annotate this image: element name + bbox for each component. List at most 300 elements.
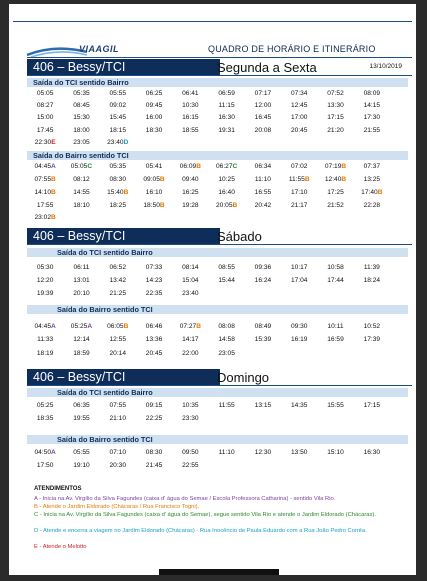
- time-value: 09:02: [109, 102, 126, 109]
- time-value: 17:00: [290, 114, 308, 121]
- time-value: 09:30: [290, 323, 308, 330]
- time-row: [27, 138, 408, 148]
- time-value: 18:59: [73, 350, 90, 357]
- departure-time: [136, 126, 172, 136]
- time-value: 18:00: [73, 127, 90, 134]
- departure-time: [27, 322, 63, 332]
- departure-time: [63, 414, 99, 424]
- time-value: 12:40: [324, 176, 342, 183]
- time-value: 23:02: [34, 214, 52, 221]
- time-value: 12:14: [73, 336, 90, 343]
- time-value: 11:15: [218, 102, 235, 109]
- departure-time: [208, 448, 244, 458]
- time-value: 15:40: [107, 189, 124, 196]
- departure-time: [27, 89, 63, 99]
- departure-time: [317, 448, 353, 458]
- time-value: 18:30: [145, 127, 163, 134]
- departure-time: [317, 175, 353, 185]
- time-value: 13:15: [254, 402, 272, 409]
- time-value: 21:17: [290, 202, 308, 209]
- note-item: D - Atende e encerra a viagem no Jardim Eldorado (Chácaras) - Rua Inocêncio de Paula Eduardo com a Rua João Pedro Corrêa.: [34, 528, 367, 534]
- time-value: 04:45: [34, 163, 52, 170]
- time-value: 09:50: [182, 449, 199, 456]
- time-value: 10:35: [182, 402, 199, 409]
- time-value: 21:10: [109, 415, 126, 422]
- note-item: B - Atende o Jardim Eldorado (Chácaras / Rua Francisco Togni).: [34, 504, 200, 510]
- direction-header: Saída do Bairro sentido TCI: [27, 151, 408, 160]
- time-value: 13:25: [363, 176, 381, 183]
- time-value: 22:00: [182, 350, 199, 357]
- departure-time: [354, 401, 390, 411]
- time-value: 06:59: [218, 90, 235, 97]
- time-row: [27, 101, 408, 111]
- time-row: [27, 461, 408, 471]
- service-code: B: [51, 176, 56, 183]
- departure-time: [354, 201, 390, 211]
- departure-time: [281, 201, 317, 211]
- time-value: 16:45: [254, 114, 272, 121]
- time-value: 16:24: [254, 277, 272, 284]
- departure-time: [317, 335, 353, 345]
- time-value: 07:19: [324, 163, 342, 170]
- time-value: 11:10: [218, 449, 235, 456]
- time-value: 09:45: [145, 102, 163, 109]
- time-value: 17:30: [363, 114, 381, 121]
- direction-header: Saída do Bairro sentido TCI: [27, 305, 408, 314]
- departure-time: [63, 276, 99, 286]
- note-item: C - Inicia na Av. Virgílio da Silva Fagundes (caixa d' água do Semae), segue sentido Vila Rio e atende o Jardim Eldorado (Chácaras).: [34, 512, 376, 518]
- time-value: 08:30: [109, 176, 126, 183]
- time-value: 06:52: [109, 264, 126, 271]
- time-row: [27, 162, 408, 172]
- departure-time: [208, 126, 244, 136]
- time-value: 22:55: [182, 462, 199, 469]
- service-code: B: [304, 176, 310, 183]
- time-value: 07:34: [290, 90, 308, 97]
- time-value: 15:39: [254, 336, 272, 343]
- departure-time: [245, 188, 281, 198]
- time-value: 16:59: [327, 336, 344, 343]
- time-value: 06:09: [179, 163, 197, 170]
- departure-time: [208, 201, 244, 211]
- time-value: 09:05: [143, 176, 160, 183]
- departure-time: [100, 414, 136, 424]
- departure-time: [245, 448, 281, 458]
- time-row: [27, 335, 408, 345]
- brand-name: VIAAGIL: [79, 44, 120, 54]
- time-value: 18:35: [36, 415, 54, 422]
- direction-header: Saída do Bairro sentido TCI: [27, 435, 408, 444]
- schedule-page: [9, 4, 416, 575]
- time-value: 06:34: [254, 163, 272, 170]
- time-value: 20:05: [215, 202, 233, 209]
- time-value: 10:17: [290, 264, 308, 271]
- service-code: B: [196, 163, 201, 170]
- time-value: 16:15: [182, 114, 199, 121]
- departure-time: [208, 175, 244, 185]
- time-value: 14:15: [363, 102, 381, 109]
- departure-time: [172, 113, 208, 123]
- service-code: C: [232, 163, 238, 170]
- time-value: 13:42: [109, 277, 126, 284]
- departure-time: [317, 162, 353, 172]
- departure-time: [63, 448, 99, 458]
- departure-time: [136, 276, 172, 286]
- time-value: 11:55: [218, 402, 235, 409]
- departure-time: [136, 349, 172, 359]
- departure-time: [354, 162, 390, 172]
- time-row: [27, 276, 408, 286]
- departure-time: [100, 101, 136, 111]
- departure-time: [63, 289, 99, 299]
- time-value: 15:10: [327, 449, 344, 456]
- time-value: 16:00: [145, 114, 163, 121]
- time-value: 11:33: [37, 336, 54, 343]
- departure-time: [63, 101, 99, 111]
- time-value: 16:30: [218, 114, 235, 121]
- departure-time: [281, 448, 317, 458]
- service-code: B: [196, 323, 201, 330]
- departure-time: [27, 335, 63, 345]
- bottom-bar: [159, 569, 279, 575]
- time-value: 06:11: [73, 264, 90, 271]
- time-value: 08:14: [182, 264, 199, 271]
- departure-time: [172, 175, 208, 185]
- time-value: 14:35: [290, 402, 308, 409]
- time-value: 15:04: [182, 277, 199, 284]
- time-value: 18:25: [109, 202, 126, 209]
- departure-time: [27, 162, 63, 172]
- departure-time: [317, 401, 353, 411]
- departure-time: [281, 162, 317, 172]
- departure-time: [354, 448, 390, 458]
- time-value: 15:45: [109, 114, 126, 121]
- service-code: B: [51, 189, 56, 196]
- departure-time: [208, 263, 244, 273]
- time-value: 20:30: [109, 462, 126, 469]
- departure-time: [100, 322, 136, 332]
- time-value: 14:10: [34, 189, 52, 196]
- departure-time: [208, 401, 244, 411]
- departure-time: [172, 461, 208, 471]
- time-value: 16:30: [363, 449, 381, 456]
- departure-time: [63, 188, 99, 198]
- time-value: 08:08: [218, 323, 235, 330]
- time-value: 05:30: [36, 264, 54, 271]
- departure-time: [63, 263, 99, 273]
- time-row: [27, 263, 408, 273]
- departure-time: [245, 162, 281, 172]
- service-code: B: [377, 189, 383, 196]
- time-value: 05:35: [109, 163, 126, 170]
- departure-time: [63, 162, 99, 172]
- time-value: 05:35: [73, 90, 90, 97]
- time-value: 12:45: [290, 102, 308, 109]
- departure-time: [245, 201, 281, 211]
- departure-time: [245, 126, 281, 136]
- departure-time: [100, 335, 136, 345]
- departure-time: [136, 175, 172, 185]
- service-code: A: [51, 323, 56, 330]
- time-value: 14:55: [73, 189, 90, 196]
- departure-time: [172, 448, 208, 458]
- time-row: [27, 213, 408, 223]
- departure-time: [172, 322, 208, 332]
- departure-time: [136, 322, 172, 332]
- departure-time: [136, 335, 172, 345]
- departure-time: [100, 289, 136, 299]
- departure-time: [63, 138, 99, 148]
- time-row: [27, 126, 408, 136]
- time-value: 17:40: [361, 189, 378, 196]
- departure-time: [354, 101, 390, 111]
- direction-header: Saída do TCI sentido Bairro: [27, 78, 408, 87]
- time-value: 08:30: [145, 449, 163, 456]
- service-code: C: [87, 163, 93, 170]
- time-value: 12:00: [254, 102, 272, 109]
- time-value: 11:55: [288, 176, 305, 183]
- time-row: [27, 289, 408, 299]
- departure-time: [136, 101, 172, 111]
- departure-time: [281, 126, 317, 136]
- service-code: D: [123, 139, 129, 146]
- departure-time: [172, 349, 208, 359]
- time-value: 21:55: [363, 127, 381, 134]
- time-value: 07:17: [254, 90, 272, 97]
- time-value: 19:10: [73, 462, 90, 469]
- issue-date: 13/10/2019: [369, 63, 402, 70]
- departure-time: [172, 101, 208, 111]
- departure-time: [136, 289, 172, 299]
- departure-time: [245, 263, 281, 273]
- time-row: [27, 401, 408, 411]
- departure-time: [63, 401, 99, 411]
- time-value: 10:25: [218, 176, 235, 183]
- departure-time: [27, 138, 63, 148]
- departure-time: [172, 401, 208, 411]
- time-value: 16:55: [254, 189, 272, 196]
- time-value: 06:25: [145, 90, 163, 97]
- time-value: 17:15: [363, 402, 381, 409]
- time-value: 19:55: [73, 415, 90, 422]
- service-code: A: [51, 163, 56, 170]
- departure-time: [245, 89, 281, 99]
- time-value: 07:55: [109, 402, 126, 409]
- time-value: 20:10: [73, 290, 90, 297]
- time-value: 11:39: [363, 264, 380, 271]
- time-value: 20:14: [109, 350, 126, 357]
- departure-time: [172, 188, 208, 198]
- day-label: Segunda a Sexta: [217, 60, 317, 75]
- time-value: 04:45: [34, 323, 52, 330]
- time-value: 23:40: [182, 290, 199, 297]
- time-value: 17:55: [36, 202, 54, 209]
- departure-time: [27, 349, 63, 359]
- time-value: 20:42: [254, 202, 272, 209]
- time-value: 22:25: [145, 415, 163, 422]
- time-value: 05:55: [109, 90, 126, 97]
- departure-time: [245, 401, 281, 411]
- time-value: 07:55: [34, 176, 52, 183]
- departure-time: [172, 89, 208, 99]
- departure-time: [281, 175, 317, 185]
- time-row: [27, 113, 408, 123]
- time-value: 05:25: [36, 402, 54, 409]
- departure-time: [100, 263, 136, 273]
- time-value: 17:50: [36, 462, 54, 469]
- departure-time: [317, 322, 353, 332]
- departure-time: [27, 276, 63, 286]
- section-rule: [27, 75, 412, 76]
- departure-time: [354, 263, 390, 273]
- time-row: [27, 89, 408, 99]
- departure-time: [136, 201, 172, 211]
- time-value: 06:41: [182, 90, 199, 97]
- departure-time: [136, 162, 172, 172]
- time-row: [27, 349, 408, 359]
- departure-time: [100, 349, 136, 359]
- departure-time: [354, 322, 390, 332]
- time-value: 15:44: [218, 277, 235, 284]
- service-code: B: [123, 189, 129, 196]
- service-code: A: [87, 323, 93, 330]
- time-value: 23:05: [218, 350, 235, 357]
- departure-time: [63, 335, 99, 345]
- departure-time: [245, 175, 281, 185]
- time-value: 13:01: [73, 277, 90, 284]
- time-value: 16:10: [145, 189, 163, 196]
- departure-time: [100, 175, 136, 185]
- time-value: 05:05: [70, 163, 88, 170]
- departure-time: [208, 89, 244, 99]
- time-value: 13:36: [145, 336, 163, 343]
- departure-time: [100, 401, 136, 411]
- departure-time: [27, 448, 63, 458]
- time-value: 07:10: [109, 449, 126, 456]
- time-value: 15:00: [36, 114, 54, 121]
- time-value: 17:44: [327, 277, 344, 284]
- time-value: 17:04: [290, 277, 308, 284]
- route-title-bar: 406 – Bessy/TCI: [27, 59, 220, 75]
- header-rule: [27, 57, 412, 58]
- departure-time: [281, 263, 317, 273]
- route-title-bar: 406 – Bessy/TCI: [27, 369, 220, 385]
- time-value: 07:02: [290, 163, 308, 170]
- departure-time: [136, 448, 172, 458]
- departure-time: [136, 414, 172, 424]
- departure-time: [100, 162, 136, 172]
- time-value: 18:50: [143, 202, 160, 209]
- departure-time: [208, 335, 244, 345]
- time-value: 06:05: [107, 323, 124, 330]
- time-value: 06:35: [73, 402, 90, 409]
- departure-time: [100, 276, 136, 286]
- direction-header: Saída do TCI sentido Bairro: [27, 248, 408, 257]
- departure-time: [317, 188, 353, 198]
- time-value: 21:45: [145, 462, 163, 469]
- departure-time: [281, 401, 317, 411]
- departure-time: [100, 89, 136, 99]
- departure-time: [354, 335, 390, 345]
- departure-time: [27, 461, 63, 471]
- service-code: E: [51, 139, 56, 146]
- departure-time: [63, 461, 99, 471]
- time-row: [27, 201, 408, 211]
- departure-time: [136, 461, 172, 471]
- departure-time: [136, 263, 172, 273]
- departure-time: [317, 126, 353, 136]
- departure-time: [27, 175, 63, 185]
- service-code: B: [341, 176, 347, 183]
- departure-time: [27, 188, 63, 198]
- time-value: 19:28: [182, 202, 199, 209]
- route-title-bar: 406 – Bessy/TCI: [27, 228, 220, 244]
- section-rule: [27, 385, 412, 386]
- departure-time: [245, 276, 281, 286]
- departure-time: [354, 188, 390, 198]
- departure-time: [317, 201, 353, 211]
- departure-time: [208, 101, 244, 111]
- time-value: 18:10: [73, 202, 90, 209]
- time-value: 23:30: [182, 415, 199, 422]
- departure-time: [245, 113, 281, 123]
- time-value: 16:19: [290, 336, 308, 343]
- time-value: 09:36: [254, 264, 272, 271]
- service-code: B: [159, 202, 165, 209]
- time-value: 15:30: [73, 114, 90, 121]
- service-code: B: [341, 163, 347, 170]
- notes-title: ATENDIMENTOS: [34, 486, 82, 492]
- time-value: 20:45: [290, 127, 308, 134]
- departure-time: [281, 89, 317, 99]
- document-title: QUADRO DE HORÁRIO E ITINERÁRIO: [208, 44, 376, 54]
- departure-time: [172, 201, 208, 211]
- time-value: 09:15: [145, 402, 163, 409]
- departure-time: [317, 263, 353, 273]
- departure-time: [100, 188, 136, 198]
- departure-time: [100, 461, 136, 471]
- departure-time: [63, 89, 99, 99]
- time-value: 17:39: [363, 336, 381, 343]
- time-value: 22:28: [363, 202, 381, 209]
- time-value: 07:37: [363, 163, 381, 170]
- day-label: Domingo: [217, 370, 270, 385]
- time-value: 16:25: [182, 189, 199, 196]
- time-value: 17:25: [327, 189, 344, 196]
- time-value: 14:23: [145, 277, 163, 284]
- time-value: 19:39: [36, 290, 54, 297]
- departure-time: [27, 101, 63, 111]
- time-value: 13:50: [290, 449, 308, 456]
- note-item: A - Inicia na Av. Virgílio da Silva Fagundes (caixa d' água do Semae / Escola Professora Catharina) - sentido Vila Rio.: [34, 496, 336, 502]
- departure-time: [281, 188, 317, 198]
- departure-time: [354, 175, 390, 185]
- time-row: [27, 175, 408, 185]
- departure-time: [27, 201, 63, 211]
- time-value: 05:05: [36, 90, 54, 97]
- departure-time: [63, 322, 99, 332]
- departure-time: [100, 448, 136, 458]
- departure-time: [245, 335, 281, 345]
- time-value: 06:27: [215, 163, 233, 170]
- departure-time: [245, 322, 281, 332]
- departure-time: [317, 101, 353, 111]
- departure-time: [354, 126, 390, 136]
- note-item: E - Atende o Melotto: [34, 544, 87, 550]
- time-value: 10:30: [182, 102, 199, 109]
- departure-time: [281, 276, 317, 286]
- departure-time: [100, 126, 136, 136]
